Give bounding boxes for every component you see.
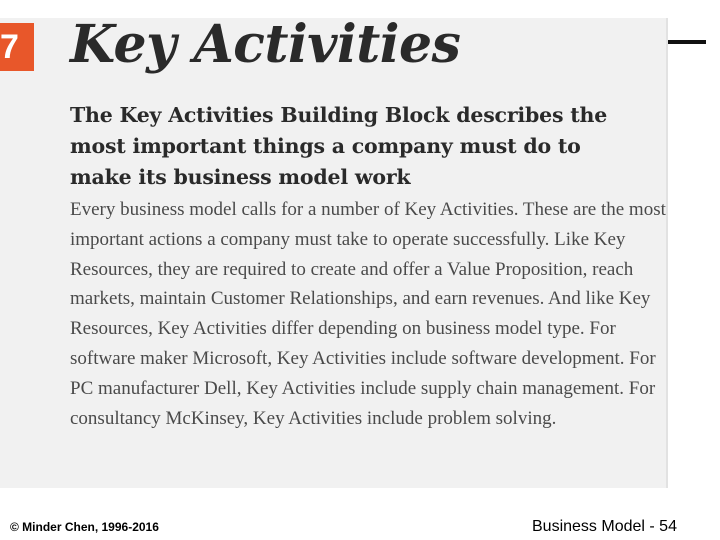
section-number-badge: 7 [0, 23, 34, 71]
scan-edge [666, 18, 668, 488]
page-title: Key Activities [70, 14, 461, 75]
page-number-footer: Business Model - 54 [532, 518, 677, 535]
body-paragraph: Every business model calls for a number of Key Activities. These are the most important actions a company must take to operate successfully. Like Key Resources, they are required to create and offer a Value Proposition, reach markets, maintain Customer Relationships, and earn revenues. And like Key Resources, Key Activities differ depending on business model type. For software maker Microsoft, Key Activities include software development. For PC manufacturer Dell, Key Activities include supply chain management. For consultancy McKinsey, Key Activities include problem solving. [70, 199, 666, 429]
copyright-footer: © Minder Chen, 1996-2016 [10, 520, 159, 534]
header-rule [668, 40, 706, 44]
page-subtitle: The Key Activities Building Block describes the most important things a company must do to make its business model work [70, 103, 608, 189]
